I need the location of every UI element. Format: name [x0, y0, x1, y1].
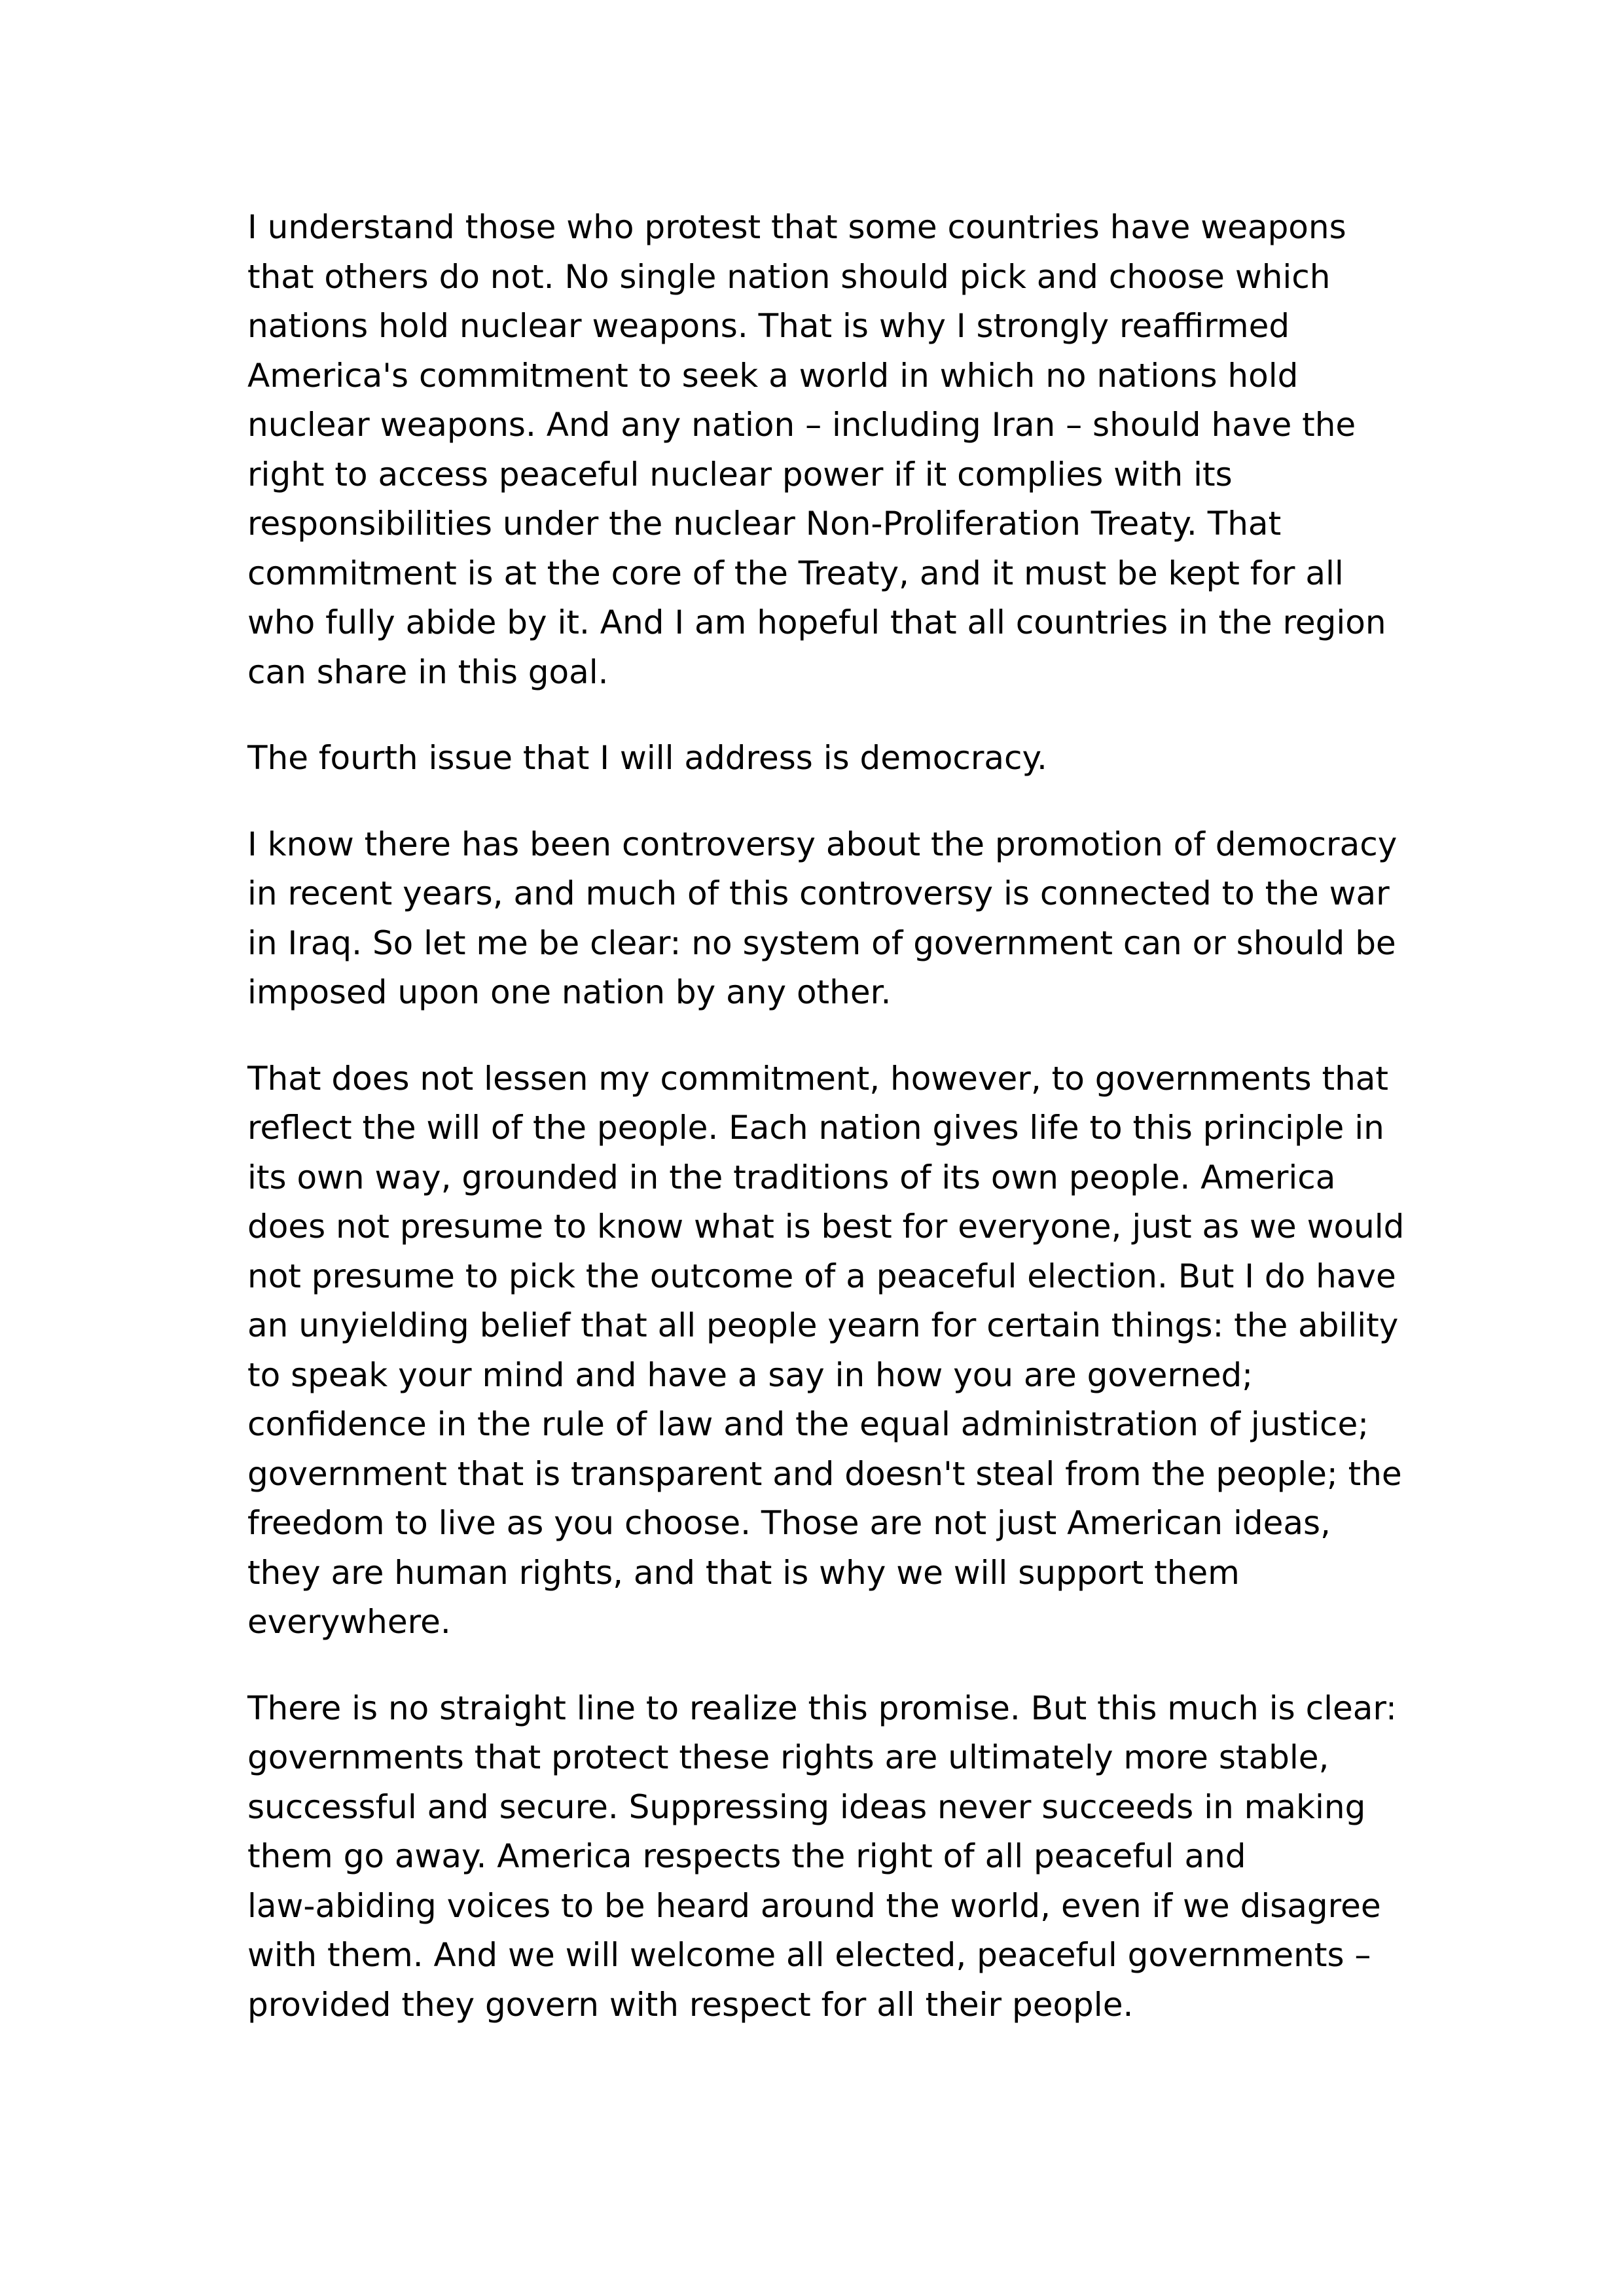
- text-line: America's commitment to seek a world in which no nations hold: [247, 356, 1299, 395]
- text-line: its own way, grounded in the traditions of its own people. America: [247, 1158, 1336, 1196]
- paragraph: [247, 734, 1399, 783]
- text-line: commitment is at the core of the Treaty, and it must be kept for all: [247, 554, 1344, 592]
- text-line: they are human rights, and that is why we will support them: [247, 1553, 1240, 1592]
- text-line: who fully abide by it. And I am hopeful that all countries in the region: [247, 603, 1386, 641]
- text-line: reflect the will of the people. Each nation gives life to this principle in: [247, 1109, 1384, 1147]
- text-line: with them. And we will welcome all elected, peaceful governments –: [247, 1936, 1371, 1974]
- text-line: That does not lessen my commitment, however, to governments that: [247, 1059, 1389, 1098]
- text-line: provided they govern with respect for all their people.: [247, 1985, 1134, 2024]
- text-line: does not presume to know what is best for everyone, just as we would: [247, 1208, 1405, 1246]
- paragraph: [247, 1684, 1399, 2030]
- text-line: imposed upon one nation by any other.: [247, 973, 892, 1011]
- text-line: governments that protect these rights are ultimately more stable,: [247, 1738, 1329, 1776]
- page-content: [247, 203, 1405, 2030]
- paragraph: [247, 203, 1399, 697]
- text-line: successful and secure. Suppressing ideas never succeeds in making: [247, 1787, 1366, 1826]
- text-line: I understand those who protest that some countries have weapons: [247, 208, 1346, 246]
- paragraph: [247, 1054, 1405, 1647]
- paragraph: [247, 820, 1399, 1018]
- text-line: in Iraq. So let me be clear: no system of government can or should be: [247, 924, 1396, 962]
- text-line: freedom to live as you choose. Those are not just American ideas,: [247, 1504, 1331, 1542]
- text-line: government that is transparent and doesn't steal from the people; the: [247, 1454, 1402, 1493]
- text-line: The fourth issue that I will address is democracy.: [247, 739, 1047, 777]
- text-line: them go away. America respects the right of all peaceful and: [247, 1837, 1246, 1875]
- text-line: nations hold nuclear weapons. That is why I strongly reaffirmed: [247, 307, 1290, 345]
- text-line: in recent years, and much of this controversy is connected to the war: [247, 874, 1390, 912]
- text-line: law-abiding voices to be heard around the world, even if we disagree: [247, 1886, 1381, 1925]
- text-line: I know there has been controversy about the promotion of democracy: [247, 825, 1398, 863]
- text-line: confidence in the rule of law and the equal administration of justice;: [247, 1405, 1369, 1443]
- text-line: an unyielding belief that all people yearn for certain things: the ability: [247, 1306, 1399, 1344]
- text-line: not presume to pick the outcome of a peaceful election. But I do have: [247, 1257, 1396, 1295]
- text-line: to speak your mind and have a say in how you are governed;: [247, 1355, 1254, 1394]
- text-line: can share in this goal.: [247, 653, 609, 691]
- text-line: nuclear weapons. And any nation – including Iran – should have the: [247, 406, 1356, 444]
- text-line: that others do not. No single nation should pick and choose which: [247, 257, 1331, 296]
- text-line: everywhere.: [247, 1603, 451, 1641]
- text-line: right to access peaceful nuclear power if it complies with its: [247, 455, 1233, 493]
- text-line: There is no straight line to realize this promise. But this much is clear:: [247, 1689, 1397, 1727]
- text-line: responsibilities under the nuclear Non-Proliferation Treaty. That: [247, 505, 1282, 543]
